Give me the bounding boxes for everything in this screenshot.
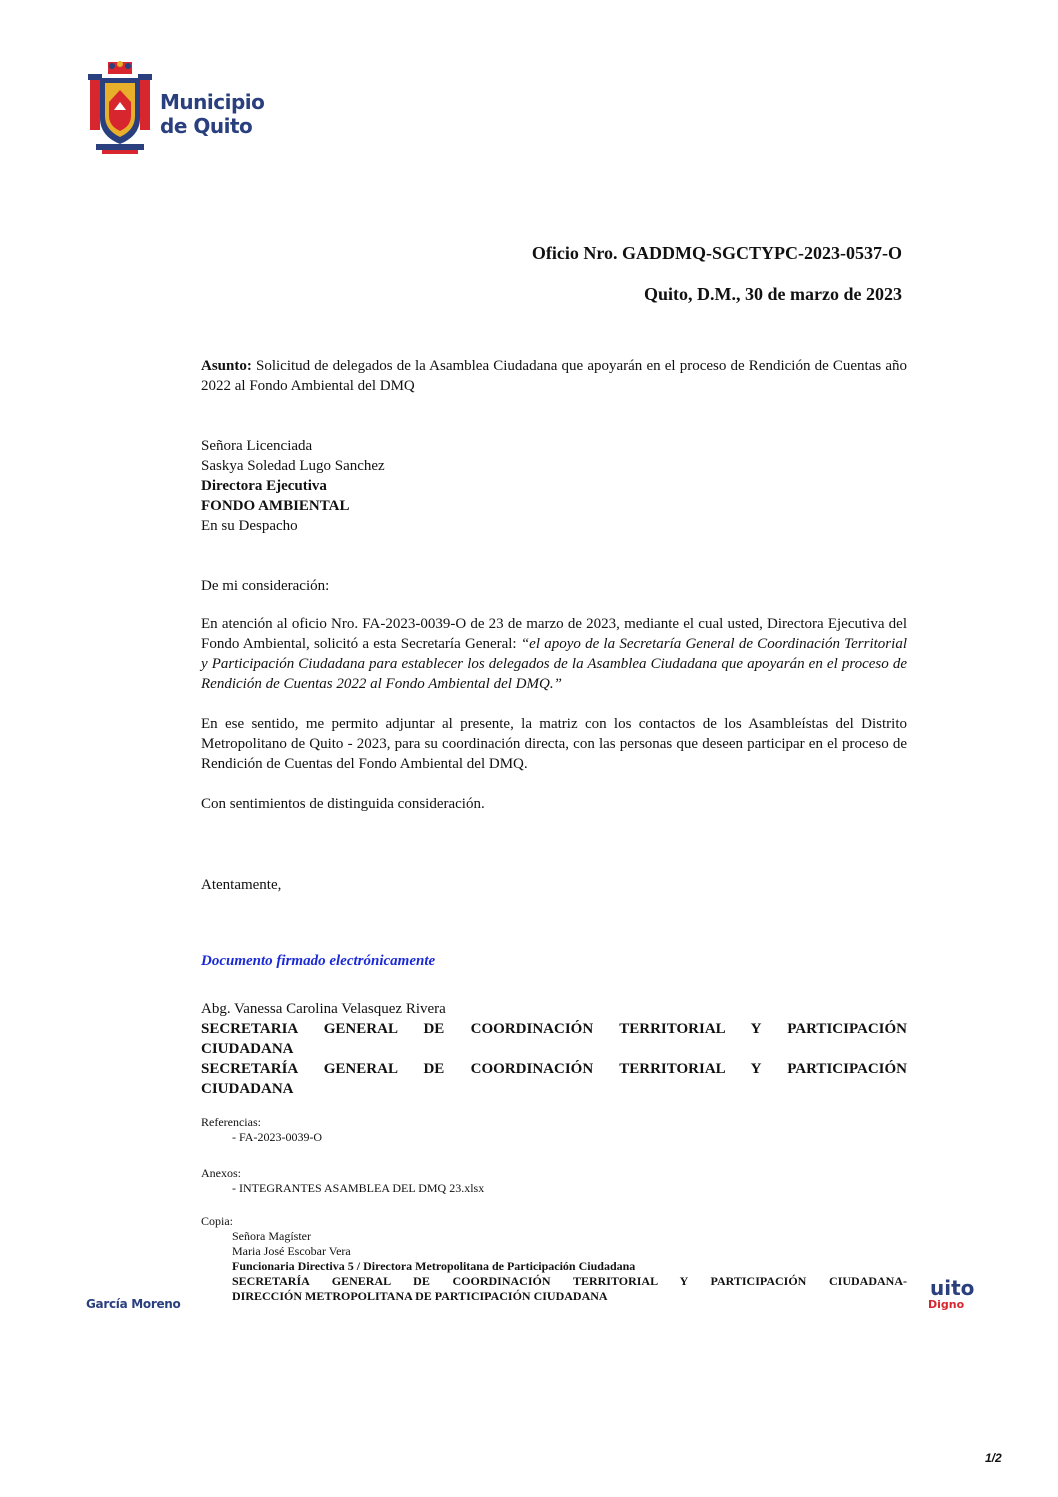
signer-name: Abg. Vanessa Carolina Velasquez Rivera [201,1001,446,1017]
asunto-paragraph [201,356,907,396]
paragraph-1-quote: “el apoyo de la Secretaría General de Coordinación Territorial y Participación Ciudadana para establecer los delegados de la Asamblea Ciudadana que apoyarán en el proceso de Rendición de Cuentas 2022 al Fondo Ambiental del DMQ.” [201,636,907,692]
attachments-label: Anexos: [201,1166,241,1180]
signer-position-2-line-1: SECRETARÍA GENERAL DE COORDINACIÓN TERRITORIAL Y PARTICIPACIÓN [201,1061,907,1077]
paragraph-1 [201,614,907,694]
copy-organization-line-1: SECRETARÍA GENERAL DE COORDINACIÓN TERRITORIAL Y PARTICIPACIÓN CIUDADANA- [232,1274,907,1288]
paragraph-2: En ese sentido, me permito adjuntar al presente, la matriz con los contactos de los Asambleístas del Distrito Metropolitano de Quito - 2023, para su coordinación directa, con las personas que deseen participar en el proceso de Rendición de Cuentas del Fondo Ambiental del DMQ. [201,716,907,772]
closing: Con sentimientos de distinguida consideración. [201,796,485,812]
asunto-label: Asunto: [201,358,252,374]
recipient-title: Señora Licenciada [201,438,313,454]
municipio-logo [86,60,286,156]
quito-digno-logo-bottom: Digno [928,1298,965,1311]
quito-digno-logo [926,1276,986,1316]
greeting: De mi consideración: [201,578,330,594]
document-date: Quito, D.M., 30 de marzo de 2023 [644,284,902,304]
signer-position-2-line-2: CIUDADANA [201,1081,294,1097]
asunto-text: Solicitud de delegados de la Asamblea Ciudadana que apoyarán en el proceso de Rendición de Cuentas año 2022 al Fondo Ambiental del DMQ [201,358,907,394]
recipient-block [201,436,907,536]
copy-title: Señora Magíster [232,1229,311,1243]
paragraph-1-text: En atención al oficio Nro. FA-2023-0039-O de 23 de marzo de 2023, mediante el cual usted, Directora Ejecutiva del Fondo Ambiental, solicitó a esta Secretaría General: [201,616,907,652]
copy-name: Maria José Escobar Vera [232,1244,351,1258]
copy-position: Funcionaria Directiva 5 / Directora Metropolitana de Participación Ciudadana [232,1259,636,1273]
recipient-organization: FONDO AMBIENTAL [201,498,350,514]
coat-of-arms-icon [86,60,154,156]
quito-digno-logo-top: uito [930,1276,975,1300]
logo-line-2: de Quito [160,114,253,138]
copy-block [201,1214,907,1304]
recipient-name: Saskya Soledad Lugo Sanchez [201,458,385,474]
signer-position-1-line-1: SECRETARIA GENERAL DE COORDINACIÓN TERRITORIAL Y PARTICIPACIÓN [201,1021,907,1037]
recipient-position: Directora Ejecutiva [201,478,327,494]
signer-block [201,999,907,1099]
oficio-number: Oficio Nro. GADDMQ-SGCTYPC-2023-0537-O [531,243,902,263]
sign-off: Atentamente, [201,877,282,893]
reference-item: - FA-2023-0039-O [232,1130,323,1144]
references-label: Referencias: [201,1115,261,1129]
electronic-signature-note: Documento firmado electrónicamente [201,953,436,969]
footer-address: García Moreno [86,1297,181,1311]
references-block [201,1115,907,1145]
signer-position-1-line-2: CIUDADANA [201,1041,294,1057]
attachment-item: - INTEGRANTES ASAMBLEA DEL DMQ 23.xlsx [232,1181,485,1195]
logo-line-1: Municipio [160,90,265,114]
recipient-location: En su Despacho [201,518,298,534]
copy-label: Copia: [201,1214,233,1228]
copy-organization-line-2: DIRECCIÓN METROPOLITANA DE PARTICIPACIÓN CIUDADANA [232,1289,608,1303]
page-number: 1/2 [985,1451,1002,1465]
attachments-block [201,1166,907,1196]
